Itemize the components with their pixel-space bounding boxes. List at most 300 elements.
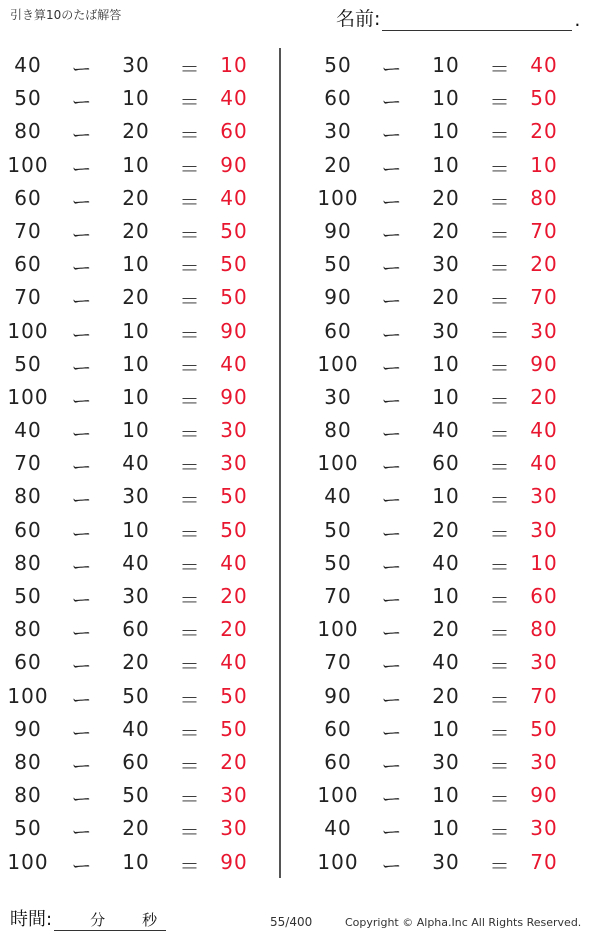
problem-row (0, 381, 270, 414)
subtrahend: 40 (432, 550, 460, 575)
problem-row (0, 414, 270, 447)
subtrahend: 30 (432, 849, 460, 874)
minus-sign: ー (381, 90, 403, 115)
problem-row (0, 49, 270, 82)
minus-sign: ー (71, 422, 93, 447)
equals-sign: ＝ (489, 289, 511, 314)
answer: 90 (220, 849, 248, 874)
minuend: 40 (324, 816, 352, 841)
minuend: 40 (14, 53, 42, 77)
equals-sign: ＝ (489, 753, 511, 778)
minus-sign: ー (381, 422, 403, 447)
minuend: 50 (14, 86, 42, 111)
minuend: 50 (14, 816, 42, 841)
equals-sign: ＝ (489, 355, 511, 380)
problem-row (0, 480, 270, 513)
minus-sign: ー (71, 289, 93, 314)
answer: 30 (220, 451, 248, 476)
minuend: 30 (324, 384, 352, 409)
problem-row (0, 812, 270, 845)
answer: 90 (220, 152, 248, 177)
minuend: 50 (324, 53, 352, 77)
equals-sign: ＝ (179, 57, 201, 81)
equals-sign: ＝ (489, 687, 511, 712)
answer: 40 (530, 418, 558, 443)
minus-sign: ー (381, 189, 403, 214)
problem-row (0, 779, 270, 812)
equals-sign: ＝ (489, 388, 511, 413)
subtrahend: 20 (122, 185, 150, 210)
problem-row (0, 514, 270, 547)
minus-sign: ー (71, 488, 93, 513)
minuend: 100 (7, 318, 49, 343)
problem-row (310, 779, 580, 812)
problem-row (0, 680, 270, 713)
problem-row (0, 613, 270, 646)
answer: 20 (530, 252, 558, 277)
problem-row (310, 348, 580, 381)
problem-row (310, 846, 580, 879)
equals-sign: ＝ (179, 853, 201, 878)
minuend: 100 (7, 384, 49, 409)
answer: 20 (530, 384, 558, 409)
minus-sign: ー (381, 222, 403, 247)
minus-sign: ー (381, 654, 403, 679)
answer: 20 (530, 119, 558, 144)
minus-sign: ー (71, 57, 93, 81)
equals-sign: ＝ (489, 123, 511, 148)
subtrahend: 60 (122, 749, 150, 774)
copyright-notice: Copyright © Alpha.Inc All Rights Reserved. (345, 916, 582, 929)
answer: 50 (220, 218, 248, 243)
subtrahend: 50 (122, 683, 150, 708)
minuend: 100 (317, 849, 359, 874)
minuend: 40 (324, 484, 352, 509)
equals-sign: ＝ (179, 654, 201, 679)
equals-sign: ＝ (179, 787, 201, 812)
answer: 30 (530, 816, 558, 841)
subtrahend: 50 (122, 783, 150, 808)
minus-sign: ー (71, 222, 93, 247)
subtrahend: 10 (432, 484, 460, 509)
minuend: 100 (317, 783, 359, 808)
minus-sign: ー (381, 289, 403, 314)
minuend: 50 (324, 550, 352, 575)
minus-sign: ー (71, 123, 93, 148)
problem-row (310, 182, 580, 215)
subtrahend: 40 (122, 451, 150, 476)
equals-sign: ＝ (489, 654, 511, 679)
minus-sign: ー (381, 753, 403, 778)
problem-row (310, 149, 580, 182)
equals-sign: ＝ (179, 322, 201, 347)
answer: 10 (220, 53, 248, 77)
equals-sign: ＝ (179, 256, 201, 281)
answer: 20 (220, 617, 248, 642)
minus-sign: ー (381, 388, 403, 413)
answer: 70 (530, 218, 558, 243)
minuend: 100 (7, 849, 49, 874)
minus-sign: ー (71, 588, 93, 612)
minuend: 70 (14, 218, 42, 243)
answer: 30 (530, 318, 558, 343)
subtrahend: 10 (122, 318, 150, 343)
minus-sign: ー (71, 820, 93, 845)
subtrahend: 20 (432, 185, 460, 210)
equals-sign: ＝ (489, 422, 511, 447)
minus-sign: ー (71, 189, 93, 214)
subtrahend: 30 (122, 53, 150, 77)
equals-sign: ＝ (179, 554, 201, 579)
subtrahend: 10 (122, 351, 150, 376)
problem-row (0, 115, 270, 148)
subtrahend: 30 (432, 252, 460, 277)
minuend: 50 (14, 351, 42, 376)
minus-sign: ー (71, 554, 93, 579)
minus-sign: ー (381, 853, 403, 878)
minuend: 50 (324, 517, 352, 542)
equals-sign: ＝ (489, 621, 511, 646)
answer: 50 (220, 517, 248, 542)
minuend: 50 (324, 252, 352, 277)
equals-sign: ＝ (179, 189, 201, 214)
column-divider (279, 48, 281, 878)
minus-sign: ー (381, 488, 403, 513)
minus-sign: ー (381, 820, 403, 845)
minus-sign: ー (71, 787, 93, 812)
minus-sign: ー (71, 720, 93, 745)
problem-row (310, 381, 580, 414)
equals-sign: ＝ (179, 123, 201, 148)
answer: 10 (530, 152, 558, 177)
minus-sign: ー (381, 57, 403, 81)
equals-sign: ＝ (179, 687, 201, 712)
minus-sign: ー (71, 90, 93, 115)
minuend: 90 (324, 683, 352, 708)
subtrahend: 10 (432, 783, 460, 808)
subtrahend: 20 (432, 218, 460, 243)
problem-row (0, 646, 270, 679)
problem-row (310, 414, 580, 447)
equals-sign: ＝ (179, 521, 201, 546)
equals-sign: ＝ (179, 355, 201, 380)
minus-sign: ー (381, 621, 403, 646)
problem-row (0, 348, 270, 381)
equals-sign: ＝ (179, 422, 201, 447)
answer: 50 (530, 716, 558, 741)
answer: 50 (220, 285, 248, 310)
subtrahend: 30 (122, 484, 150, 509)
minuend: 100 (317, 351, 359, 376)
answer: 30 (530, 650, 558, 675)
subtrahend: 40 (122, 550, 150, 575)
problem-row (310, 115, 580, 148)
problem-row (310, 281, 580, 314)
problem-row (0, 580, 270, 613)
problem-row (0, 215, 270, 248)
answer: 70 (530, 849, 558, 874)
problem-row (310, 680, 580, 713)
minuend: 30 (324, 119, 352, 144)
minus-sign: ー (381, 720, 403, 745)
subtrahend: 30 (432, 749, 460, 774)
minuend: 60 (324, 749, 352, 774)
answer: 60 (220, 119, 248, 144)
name-end-dot: . (574, 9, 581, 31)
minus-sign: ー (71, 687, 93, 712)
subtrahend: 30 (432, 318, 460, 343)
minus-sign: ー (71, 621, 93, 646)
minuend: 80 (14, 783, 42, 808)
minus-sign: ー (71, 256, 93, 281)
subtrahend: 10 (432, 119, 460, 144)
answer: 20 (220, 749, 248, 774)
name-blank[interactable] (382, 10, 572, 31)
answer: 30 (530, 749, 558, 774)
problem-row (0, 182, 270, 215)
equals-sign: ＝ (489, 853, 511, 878)
right-problem-column (310, 49, 580, 879)
subtrahend: 10 (432, 152, 460, 177)
equals-sign: ＝ (489, 521, 511, 546)
worksheet-title: 引き算10のたば解答 (10, 8, 122, 22)
time-field (10, 905, 166, 931)
answer: 50 (220, 716, 248, 741)
answer: 40 (220, 185, 248, 210)
minus-sign: ー (381, 123, 403, 148)
answer: 70 (530, 285, 558, 310)
problem-row (310, 49, 580, 82)
minuend: 100 (317, 617, 359, 642)
minuend: 80 (14, 617, 42, 642)
subtrahend: 10 (122, 517, 150, 542)
answer: 50 (220, 683, 248, 708)
minus-sign: ー (71, 521, 93, 546)
problem-row (0, 82, 270, 115)
answer: 40 (530, 451, 558, 476)
answer: 30 (530, 484, 558, 509)
subtrahend: 10 (432, 716, 460, 741)
minuend: 100 (7, 152, 49, 177)
answer: 30 (220, 783, 248, 808)
subtrahend: 10 (122, 252, 150, 277)
equals-sign: ＝ (489, 720, 511, 745)
equals-sign: ＝ (179, 388, 201, 413)
minuend: 60 (14, 650, 42, 675)
equals-sign: ＝ (489, 322, 511, 347)
problem-row (310, 713, 580, 746)
equals-sign: ＝ (179, 820, 201, 845)
minus-sign: ー (381, 588, 403, 612)
equals-sign: ＝ (179, 455, 201, 480)
minus-sign: ー (381, 355, 403, 380)
problem-row (0, 315, 270, 348)
subtrahend: 40 (122, 716, 150, 741)
problem-row (0, 746, 270, 779)
minuend: 70 (324, 584, 352, 608)
answer: 90 (220, 318, 248, 343)
subtrahend: 20 (122, 285, 150, 310)
equals-sign: ＝ (489, 57, 511, 81)
minus-sign: ー (71, 455, 93, 480)
problem-row (310, 82, 580, 115)
subtrahend: 60 (122, 617, 150, 642)
equals-sign: ＝ (179, 753, 201, 778)
answer: 50 (530, 86, 558, 111)
minuend: 60 (324, 318, 352, 343)
equals-sign: ＝ (179, 720, 201, 745)
equals-sign: ＝ (489, 488, 511, 513)
subtrahend: 10 (122, 384, 150, 409)
equals-sign: ＝ (489, 588, 511, 612)
minuend: 70 (14, 285, 42, 310)
problem-row (310, 646, 580, 679)
subtrahend: 30 (122, 584, 150, 608)
subtrahend: 20 (432, 683, 460, 708)
minuend: 60 (324, 716, 352, 741)
minus-sign: ー (71, 156, 93, 181)
equals-sign: ＝ (489, 90, 511, 115)
subtrahend: 10 (122, 418, 150, 443)
subtrahend: 20 (122, 218, 150, 243)
minus-sign: ー (381, 156, 403, 181)
minus-sign: ー (381, 455, 403, 480)
subtrahend: 10 (432, 584, 460, 608)
answer: 80 (530, 185, 558, 210)
answer: 50 (220, 484, 248, 509)
subtrahend: 20 (432, 617, 460, 642)
subtrahend: 40 (432, 650, 460, 675)
subtrahend: 10 (432, 351, 460, 376)
subtrahend: 20 (122, 816, 150, 841)
subtrahend: 20 (432, 285, 460, 310)
minuend: 100 (7, 683, 49, 708)
answer: 30 (220, 816, 248, 841)
minus-sign: ー (71, 388, 93, 413)
subtrahend: 10 (432, 86, 460, 111)
problem-row (310, 215, 580, 248)
minuend: 80 (324, 418, 352, 443)
minuend: 50 (14, 584, 42, 608)
minus-sign: ー (381, 256, 403, 281)
problem-row (310, 447, 580, 480)
problem-row (310, 547, 580, 580)
minus-sign: ー (71, 322, 93, 347)
answer: 60 (530, 584, 558, 608)
answer: 40 (220, 650, 248, 675)
minuend: 90 (14, 716, 42, 741)
problem-row (310, 746, 580, 779)
subtrahend: 40 (432, 418, 460, 443)
problem-row (0, 149, 270, 182)
answer: 80 (530, 617, 558, 642)
minus-sign: ー (381, 322, 403, 347)
problem-row (0, 248, 270, 281)
minuend: 80 (14, 550, 42, 575)
answer: 30 (530, 517, 558, 542)
minuend: 20 (324, 152, 352, 177)
minuend: 100 (317, 185, 359, 210)
answer: 40 (220, 550, 248, 575)
minuend: 80 (14, 484, 42, 509)
minuend: 80 (14, 119, 42, 144)
problem-row (0, 447, 270, 480)
subtrahend: 10 (122, 86, 150, 111)
minuend: 80 (14, 749, 42, 774)
equals-sign: ＝ (489, 256, 511, 281)
minus-sign: ー (71, 853, 93, 878)
time-label: 時間: (10, 909, 53, 930)
equals-sign: ＝ (179, 488, 201, 513)
answer: 30 (220, 418, 248, 443)
minuend: 60 (14, 185, 42, 210)
equals-sign: ＝ (179, 90, 201, 115)
answer: 50 (220, 252, 248, 277)
answer: 40 (530, 53, 558, 77)
minuend: 60 (14, 252, 42, 277)
answer: 90 (530, 783, 558, 808)
subtrahend: 20 (122, 119, 150, 144)
problem-row (310, 613, 580, 646)
equals-sign: ＝ (489, 189, 511, 214)
minus-sign: ー (381, 554, 403, 579)
minuend: 60 (324, 86, 352, 111)
minus-sign: ー (71, 753, 93, 778)
equals-sign: ＝ (489, 455, 511, 480)
answer: 70 (530, 683, 558, 708)
minus-sign: ー (71, 355, 93, 380)
page-number: 55/400 (270, 915, 313, 929)
minuend: 90 (324, 285, 352, 310)
minutes-unit: 分 (90, 911, 106, 929)
equals-sign: ＝ (179, 588, 201, 612)
problem-row (310, 315, 580, 348)
subtrahend: 10 (432, 384, 460, 409)
answer: 40 (220, 351, 248, 376)
answer: 40 (220, 86, 248, 111)
minuend: 70 (324, 650, 352, 675)
equals-sign: ＝ (489, 156, 511, 181)
minus-sign: ー (381, 687, 403, 712)
subtrahend: 20 (122, 650, 150, 675)
minus-sign: ー (71, 654, 93, 679)
equals-sign: ＝ (489, 820, 511, 845)
equals-sign: ＝ (179, 289, 201, 314)
name-label: 名前: (336, 8, 381, 30)
seconds-unit: 秒 (142, 911, 158, 929)
minuend: 70 (14, 451, 42, 476)
time-blank[interactable] (54, 908, 166, 931)
left-problem-column (0, 49, 270, 879)
minuend: 90 (324, 218, 352, 243)
answer: 90 (220, 384, 248, 409)
subtrahend: 20 (432, 517, 460, 542)
equals-sign: ＝ (179, 621, 201, 646)
minuend: 40 (14, 418, 42, 443)
answer: 20 (220, 584, 248, 608)
problem-row (310, 812, 580, 845)
minuend: 100 (317, 451, 359, 476)
equals-sign: ＝ (489, 554, 511, 579)
problem-row (0, 281, 270, 314)
problem-row (310, 514, 580, 547)
minuend: 60 (14, 517, 42, 542)
problem-row (0, 846, 270, 879)
problem-row (310, 480, 580, 513)
minus-sign: ー (381, 787, 403, 812)
answer: 10 (530, 550, 558, 575)
subtrahend: 10 (432, 53, 460, 77)
